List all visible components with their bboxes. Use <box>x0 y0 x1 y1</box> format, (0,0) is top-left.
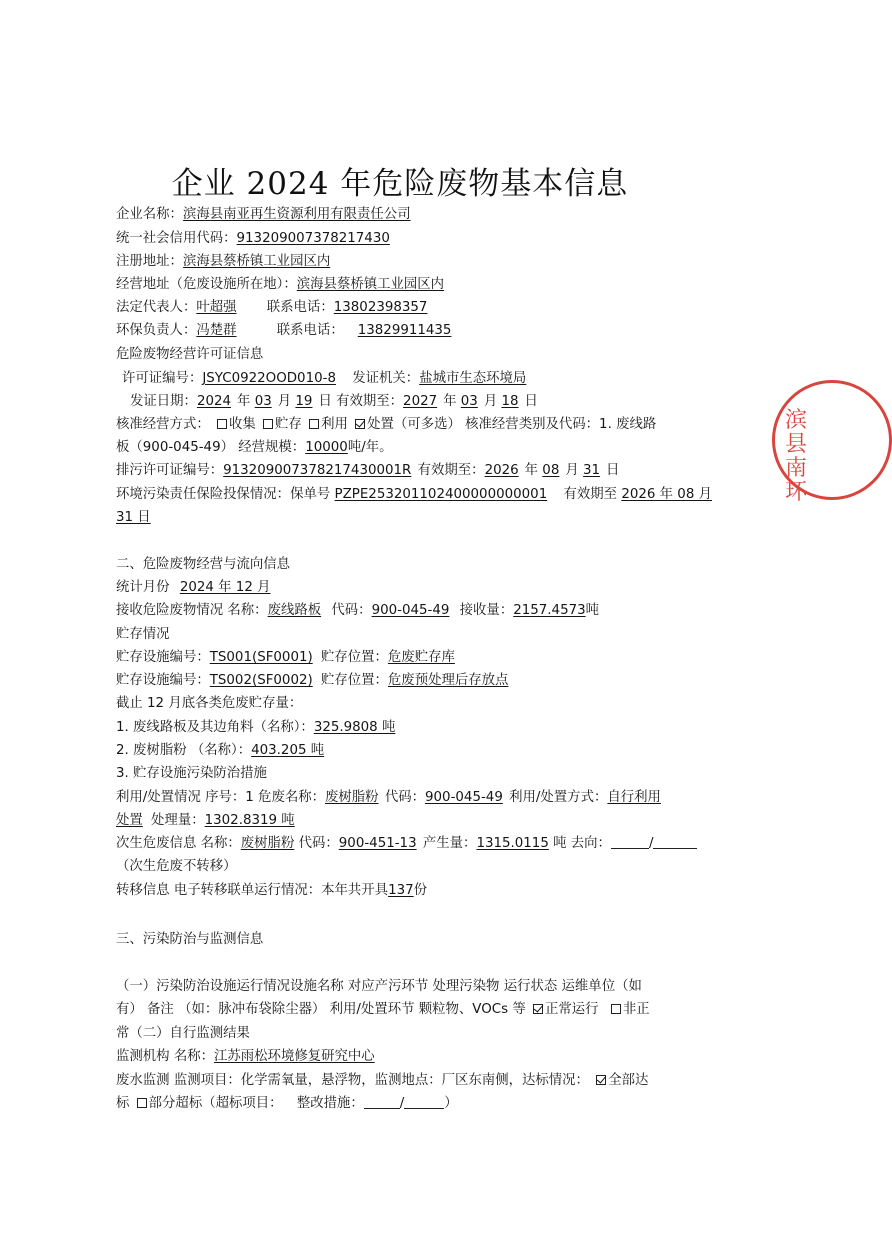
secondary-note: （次生危废不转移） <box>116 859 237 874</box>
use-row-2: 处置 处理量：1302.8319 吨 <box>116 811 301 831</box>
store-checkbox[interactable] <box>263 419 273 429</box>
section2-heading: 二、危险废物经营与流向信息 <box>116 557 291 572</box>
license-heading: 危险废物经营许可证信息 <box>116 347 264 362</box>
receive-code: 900-045-49 <box>371 603 450 618</box>
stock-row-2: 2. 废树脂粉 （名称）：403.205 吨 <box>116 741 330 761</box>
water-row: 废水监测 监测项目：化学需氧量，悬浮物，监测地点：厂区东南侧，达标情况： 全部达 <box>116 1073 649 1088</box>
issue-day: 19 <box>295 394 313 409</box>
receive-name: 废线路板 <box>267 603 322 618</box>
secondary-name: 废树脂粉 <box>240 836 295 851</box>
all-pass-checkbox[interactable] <box>596 1075 606 1085</box>
transfer-count: 137 <box>388 883 414 898</box>
stat-month: 2024 年 12 月 <box>179 580 271 595</box>
use-code: 900-045-49 <box>425 790 503 805</box>
use-mode-2: 处置 <box>116 813 143 828</box>
credit-code: 913209007378217430 <box>236 231 390 246</box>
discharge-month: 08 <box>542 463 560 478</box>
stock-row-1: 1. 废线路板及其边角料（名称）：325.9808 吨 <box>116 718 401 738</box>
transfer-row: 转移信息 电子转移联单运行情况：本年共开具137份 <box>116 883 428 898</box>
facility-line-1: （一）污染防治设施运行情况设施名称 对应产污环节 处理污染物 运行状态 运维单位（如 <box>116 979 642 994</box>
scale-row: 板（900-045-49） 经营规模：10000吨/年。 <box>116 440 393 455</box>
use-row: 利用/处置情况 序号：1 危废名称：废树脂粉 代码：900-045-49 利用/处置方式：自行利用 <box>116 790 661 805</box>
dispose-checkbox[interactable] <box>355 419 365 429</box>
company-name: 滨海县南亚再生资源利用有限责任公司 <box>182 207 411 222</box>
storage-heading: 贮存情况 <box>116 627 170 642</box>
insurance-valid-day: 31 日 <box>116 510 151 525</box>
op-address: 滨海县蔡桥镇工业园区内 <box>296 277 445 292</box>
use-checkbox[interactable] <box>309 419 319 429</box>
normal-checkbox[interactable] <box>533 1004 543 1014</box>
page-title: 企业 2024 年危险废物基本信息 <box>171 166 629 202</box>
storage-row-1: 贮存设施编号：TS001(SF0001) 贮存位置：危废贮存库 <box>116 648 461 668</box>
facility-1: TS001(SF0001) <box>209 650 313 665</box>
insurance-row-2 <box>116 508 157 528</box>
company-name-row: 企业名称：滨海县南亚再生资源利用有限责任公司 <box>116 205 417 225</box>
credit-code-row: 统一社会信用代码：913209007378217430 <box>116 229 396 249</box>
use-name: 废树脂粉 <box>325 790 379 805</box>
stock-1: 325.9808 吨 <box>313 720 396 735</box>
license-date-row: 发证日期：2024 年 03 月 19 日 有效期至：2027 年 03 月 18 日 <box>130 394 538 409</box>
valid-day: 18 <box>501 394 519 409</box>
facility-2: TS002(SF0002) <box>209 673 313 688</box>
section3-heading: 三、污染防治与监测信息 <box>116 932 264 947</box>
destination-blank-2 <box>653 835 697 849</box>
month-row: 统计月份 2024 年 12 月 <box>116 578 277 598</box>
partial-checkbox[interactable] <box>137 1098 147 1108</box>
legal-rep-row: 法定代表人：叶超强 联系电话：13802398357 <box>116 298 433 318</box>
receive-amount: 2157.4573 <box>513 603 586 618</box>
use-amount: 1302.8319 吨 <box>204 813 295 828</box>
stock-heading: 截止 12 月底各类危废贮存量： <box>116 696 303 711</box>
use-mode: 自行利用 <box>607 790 661 805</box>
monitor-row: 监测机构 名称：江苏雨松环境修复研究中心 <box>116 1047 381 1067</box>
valid-month: 03 <box>460 394 478 409</box>
insurance-row: 环境污染责任保险投保情况：保单号 PZPE253201102400000000001 有效期至 2026 年 08 月 <box>116 487 712 502</box>
produce-amount: 1315.0115 <box>476 836 549 851</box>
company-seal <box>772 380 892 505</box>
issue-month: 03 <box>254 394 272 409</box>
discharge-year: 2026 <box>484 463 519 478</box>
facility-line-2: 有） 备注 （如：脉冲布袋除尘器） 利用/处置环节 颗粒物、VOCs 等 正常运行 非正 <box>116 1002 650 1017</box>
monitor-org: 江苏雨松环境修复研究中心 <box>214 1049 375 1064</box>
insurance-valid: 2026 年 08 月 <box>621 487 712 502</box>
receive-row: 接收危险废物情况 名称：废线路板 代码：900-045-49 接收量：2157.4573吨 <box>116 603 600 618</box>
secondary-row: 次生危废信息 名称：废树脂粉 代码：900-451-13 产生量：1315.0115 吨 去向： / <box>116 834 697 854</box>
license-no-row: 许可证编号：JSYC0922OOD010-8 发证机关：盐城市生态环境局 <box>122 369 532 389</box>
storage-row-2: 贮存设施编号：TS002(SF0002) 贮存位置：危废预处理后存放点 <box>116 671 514 691</box>
reg-address-row: 注册地址：滨海县蔡桥镇工业园区内 <box>116 252 336 272</box>
water-row-2: 标 部分超标（超标项目： 整改措施： / ） <box>116 1096 458 1111</box>
collect-checkbox[interactable] <box>217 419 227 429</box>
op-address-row: 经营地址（危废设施所在地）：滨海县蔡桥镇工业园区内 <box>116 275 450 295</box>
abnormal-checkbox[interactable] <box>611 1004 621 1014</box>
insurance-no: PZPE253201102400000000001 <box>334 487 548 502</box>
env-head: 冯楚群 <box>196 323 237 338</box>
scale-value: 10000 <box>305 440 348 455</box>
discharge-row: 排污许可证编号：913209007378217430001R 有效期至：2026 年 08 月 31 日 <box>116 463 620 478</box>
position-1: 危废贮存库 <box>387 650 455 665</box>
mode-row: 核准经营方式： 收集 贮存 利用 处置（可多选） 核准经营类别及代码：1. 废线路 <box>116 417 657 432</box>
legal-phone: 13802398357 <box>333 300 428 315</box>
measure-row: 3. 贮存设施污染防治措施 <box>116 766 267 781</box>
stock-2: 403.205 吨 <box>251 743 325 758</box>
facility-line-3: 常（二）自行监测结果 <box>116 1026 250 1041</box>
license-no: JSYC0922OOD010-8 <box>202 371 336 386</box>
env-phone: 13829911435 <box>357 323 452 338</box>
license-issuer: 盐城市生态环境局 <box>419 371 527 386</box>
issue-year: 2024 <box>196 394 232 409</box>
rectify-blank-1 <box>364 1095 400 1109</box>
env-head-row: 环保负责人：冯楚群 联系电话： 13829911435 <box>116 321 457 341</box>
rectify-blank-2 <box>404 1095 444 1109</box>
reg-address: 滨海县蔡桥镇工业园区内 <box>182 254 331 269</box>
destination-blank-1 <box>611 835 649 849</box>
position-2: 危废预处理后存放点 <box>387 673 509 688</box>
legal-rep: 叶超强 <box>196 300 237 315</box>
valid-year: 2027 <box>403 394 438 409</box>
discharge-day: 31 <box>583 463 601 478</box>
secondary-code: 900-451-13 <box>338 836 417 851</box>
seal-text: 滨 县 南 环 <box>785 408 809 505</box>
discharge-no: 913209007378217430001R <box>223 463 412 478</box>
